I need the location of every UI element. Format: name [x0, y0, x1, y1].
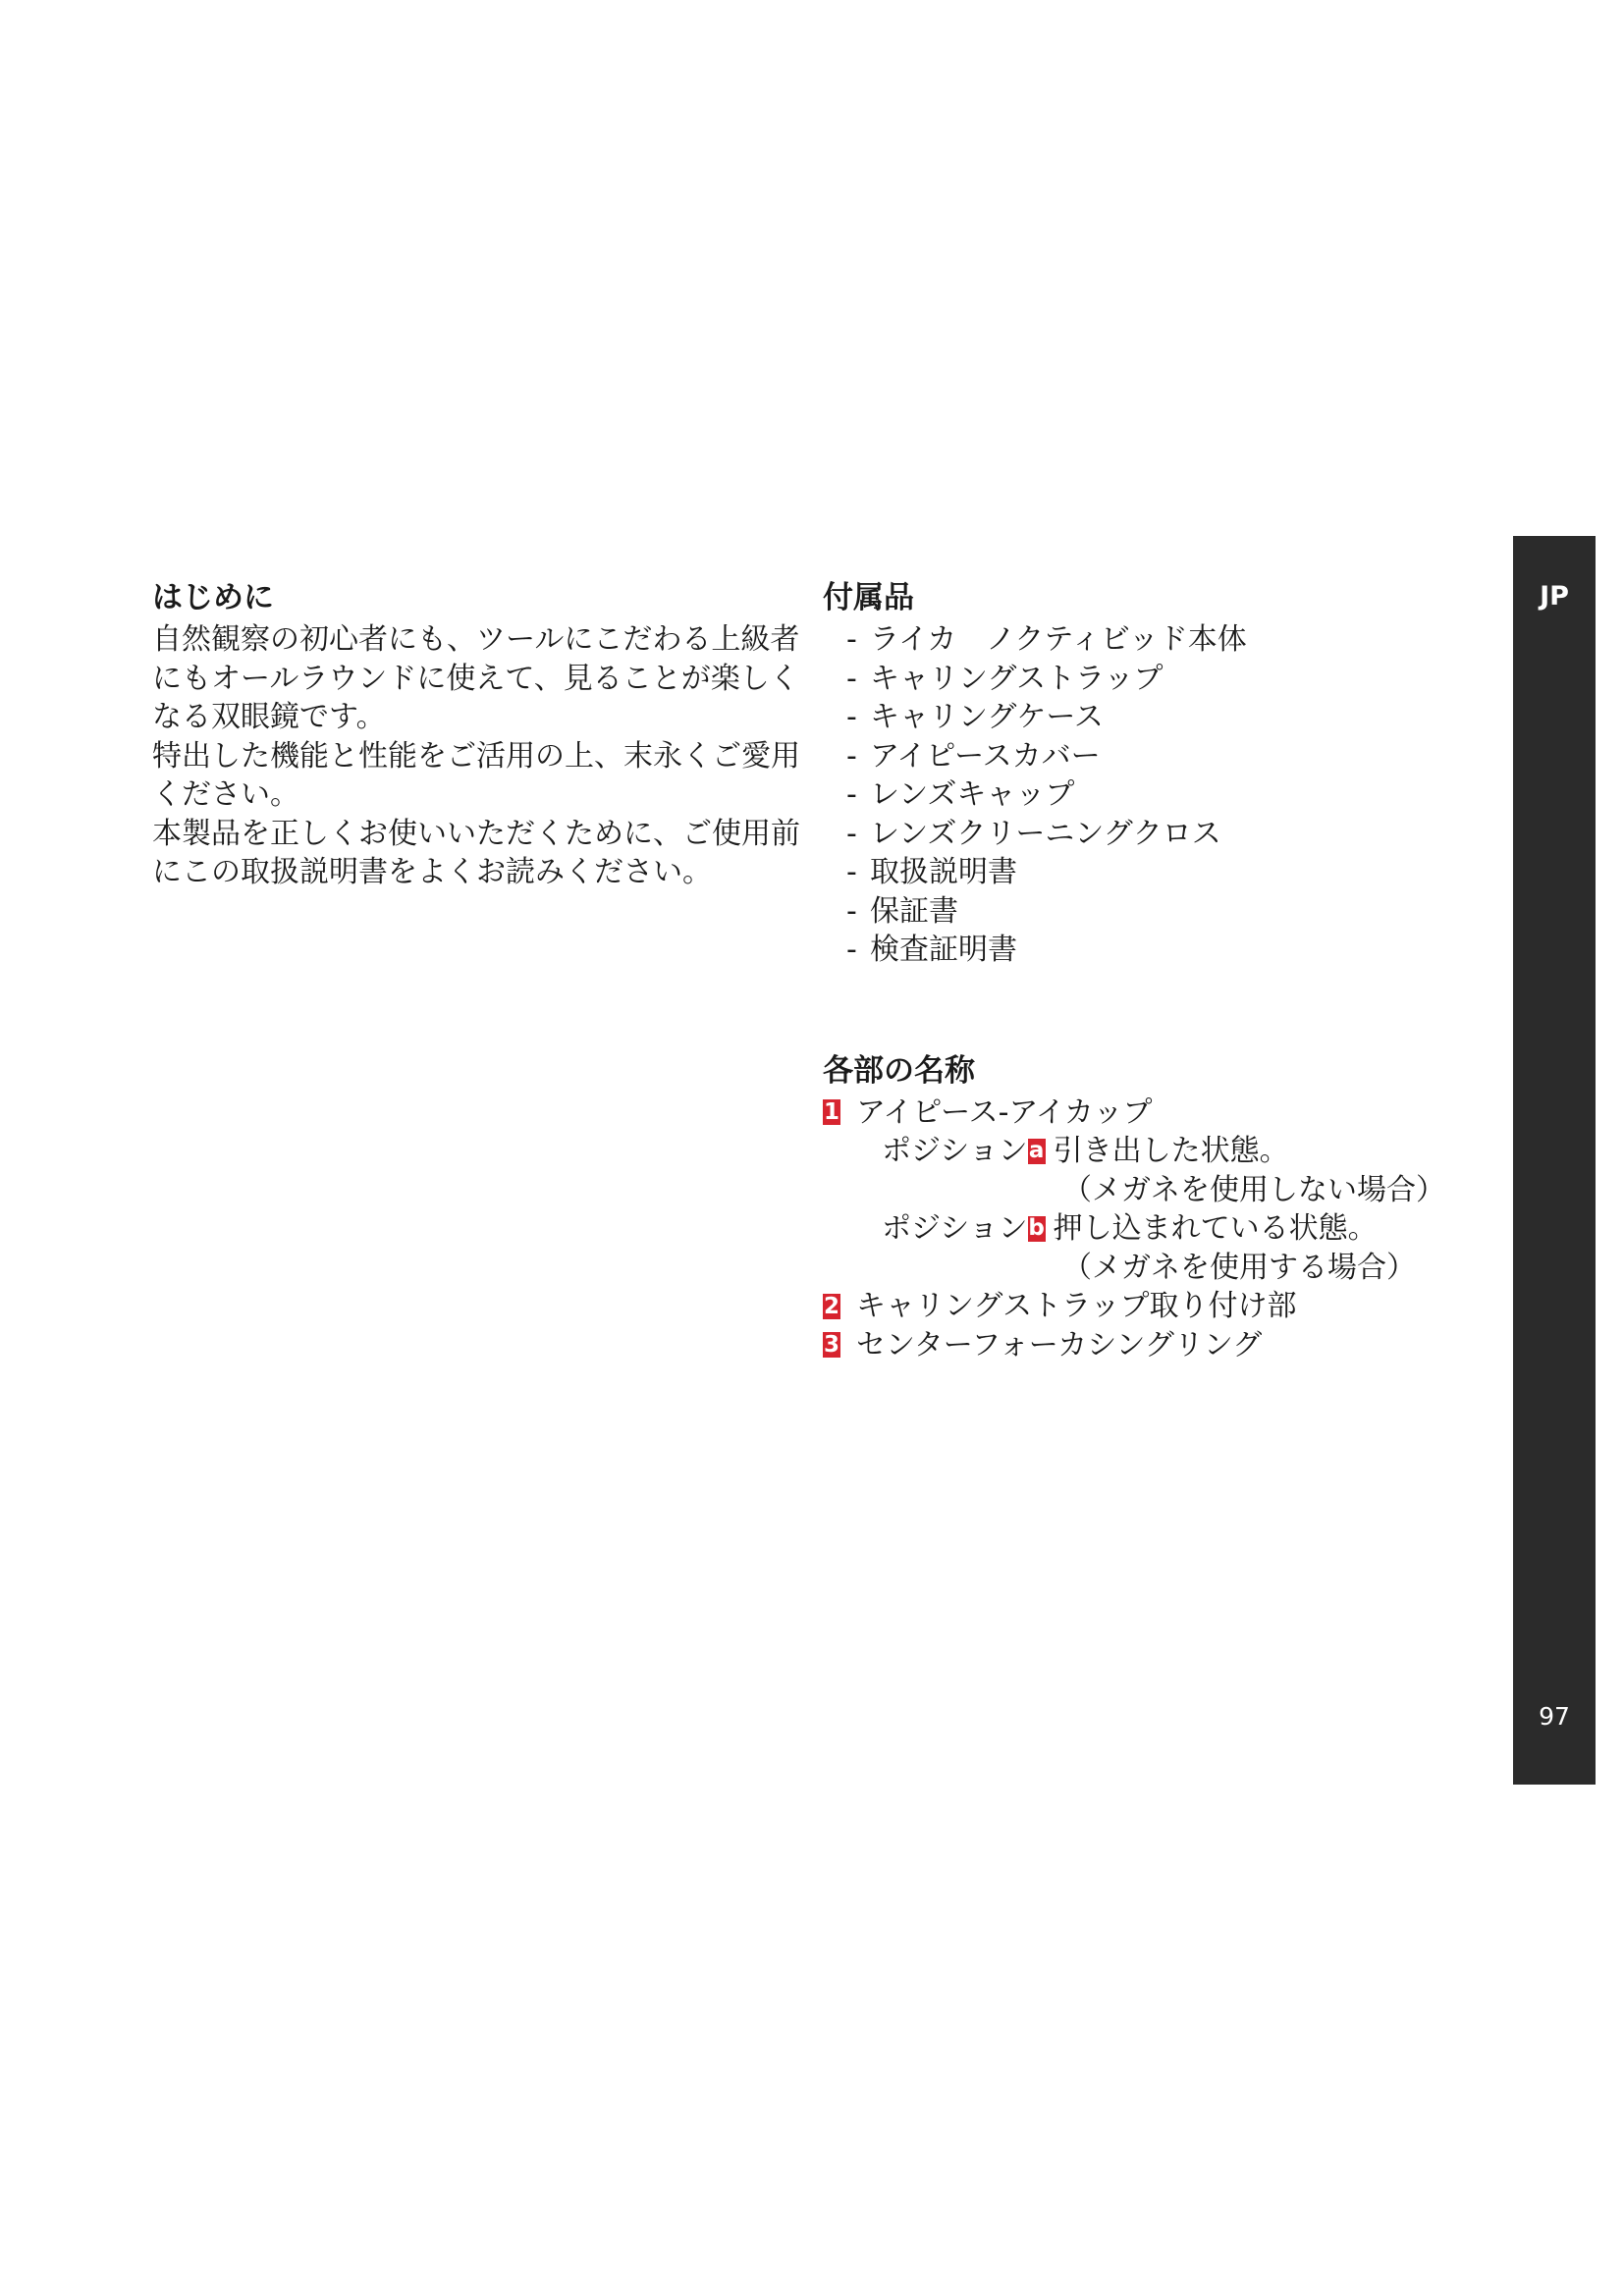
- part-item: [823, 1287, 1471, 1326]
- side-tab: [1513, 536, 1596, 1785]
- intro-paragraph: 特出した機能と性能をご活用の上、末永くご愛用ください。: [152, 738, 800, 812]
- position-note: （メガネを使用する場合）: [1062, 1250, 1416, 1285]
- right-column: [823, 575, 1471, 1364]
- list-item: - キャリングケース: [846, 700, 1104, 734]
- part-item: [823, 1094, 1471, 1133]
- intro-body: [152, 620, 815, 892]
- position-prefix: ポジション: [882, 1211, 1028, 1246]
- parts-list: [823, 1094, 1471, 1365]
- part-item: [823, 1326, 1471, 1365]
- part-label: センターフォーカシングリング: [856, 1327, 1263, 1362]
- part-number-badge: 1: [823, 1099, 839, 1126]
- accessories-list: [823, 620, 1471, 970]
- intro-paragraph: 自然観察の初心者にも、ツールにこだわる上級者にもオールラウンドに使えて、見ることが楽しくなる双眼鏡です。: [152, 622, 800, 734]
- position-letter-badge: b: [1028, 1214, 1045, 1241]
- list-item: - レンズクリーニングクロス: [846, 816, 1221, 851]
- intro-paragraph: 本製品を正しくお使いいただくために、ご使用前にこの取扱説明書をよくお読みください。: [152, 816, 800, 889]
- part-number-badge: 3: [823, 1332, 839, 1359]
- position-prefix: ポジション: [882, 1134, 1028, 1168]
- position-row: [823, 1209, 1471, 1249]
- part-number-badge: 2: [823, 1293, 839, 1319]
- list-item: - 取扱説明書: [846, 855, 1017, 889]
- intro-section: [152, 575, 815, 892]
- accessories-heading: 付属品: [823, 580, 914, 615]
- page-number: 97: [1539, 1702, 1570, 1731]
- list-item: - ライカ ノクティビッド本体: [846, 622, 1247, 657]
- list-item: - レンズキャップ: [846, 777, 1075, 812]
- part-label: アイピース-アイカップ: [856, 1095, 1153, 1130]
- intro-heading: はじめに: [152, 580, 274, 615]
- language-tab-label: JP: [1540, 581, 1569, 612]
- position-note: （メガネを使用しない場合）: [1062, 1172, 1445, 1207]
- list-item: - アイピースカバー: [846, 738, 1101, 774]
- position-letter-badge: a: [1028, 1137, 1045, 1163]
- list-item: - キャリングストラップ: [846, 661, 1164, 696]
- part-label: キャリングストラップ取り付け部: [856, 1289, 1297, 1323]
- position-desc: 引き出した状態。: [1053, 1134, 1289, 1168]
- parts-heading: 各部の名称: [823, 1052, 975, 1089]
- list-item: - 保証書: [846, 893, 958, 929]
- position-desc: 押し込まれている状態。: [1053, 1211, 1378, 1246]
- list-item: - 検査証明書: [846, 933, 1017, 967]
- position-row: [823, 1132, 1471, 1171]
